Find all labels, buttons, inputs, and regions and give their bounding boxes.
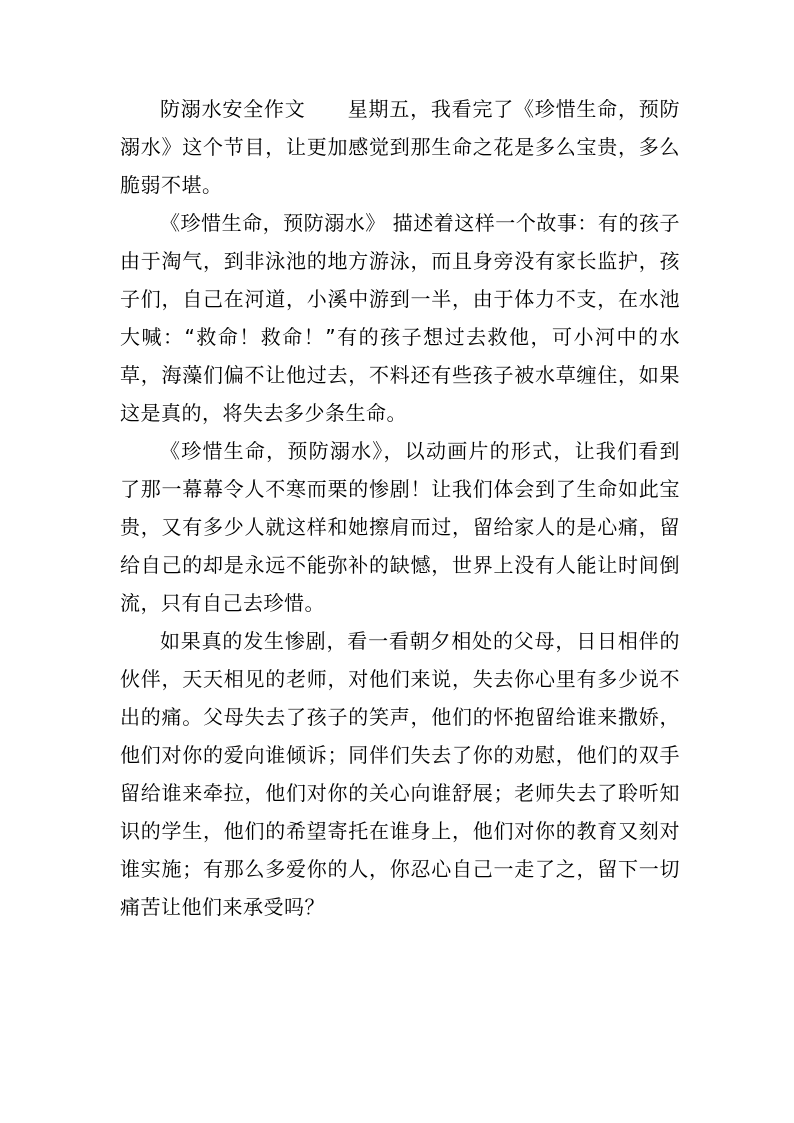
paragraph-3: 《珍惜生命，预防溺水》，以动画片的形式，让我们看到了那一幕幕令人不寒而栗的惨剧！让我们体会到了生命如此宝贵，又有多少人就这样和她擦肩而过，留给家人的是心痛，留给自己的却是永远不能弥补的缺憾，世界上没有人能让时间倒流，只有自己去珍惜。 [120, 439, 680, 615]
paragraph-2: 《珍惜生命，预防溺水》 描述着这样一个故事：有的孩子由于淘气，到非泳池的地方游泳，而且身旁没有家长监护，孩子们，自己在河道，小溪中游到一半，由于体力不支，在水池大喊：“救命！救命！”有的孩子想过去救他，可小河中的水草，海藻们偏不让他过去，不料还有些孩子被水草缠住，如果这是真的，将失去多少条生命。 [120, 211, 680, 425]
essay-title: 防溺水安全作文 [160, 97, 306, 121]
paragraph-1 [120, 90, 680, 204]
paragraph-1-text: 星期五，我看完了《珍惜生命，预防溺水》这个节目，让更加感觉到那生命之花是多么宝贵，多么脆弱不堪。 [120, 97, 681, 197]
document-page [120, 90, 680, 926]
paragraph-4: 如果真的发生惨剧，看一看朝夕相处的父母，日日相伴的伙伴，天天相见的老师，对他们来说，失去你心里有多少说不出的痛。父母失去了孩子的笑声，他们的怀抱留给谁来撒娇，他们对你的爱向谁倾诉；同伴们失去了你的劝慰，他们的双手留给谁来牵拉，他们对你的关心向谁舒展；老师失去了聆听知识的学生，他们的希望寄托在谁身上，他们对你的教育又刻对谁实施；有那么多爱你的人，你忍心自己一走了之，留下一切痛苦让他们来承受吗？ [120, 629, 680, 919]
